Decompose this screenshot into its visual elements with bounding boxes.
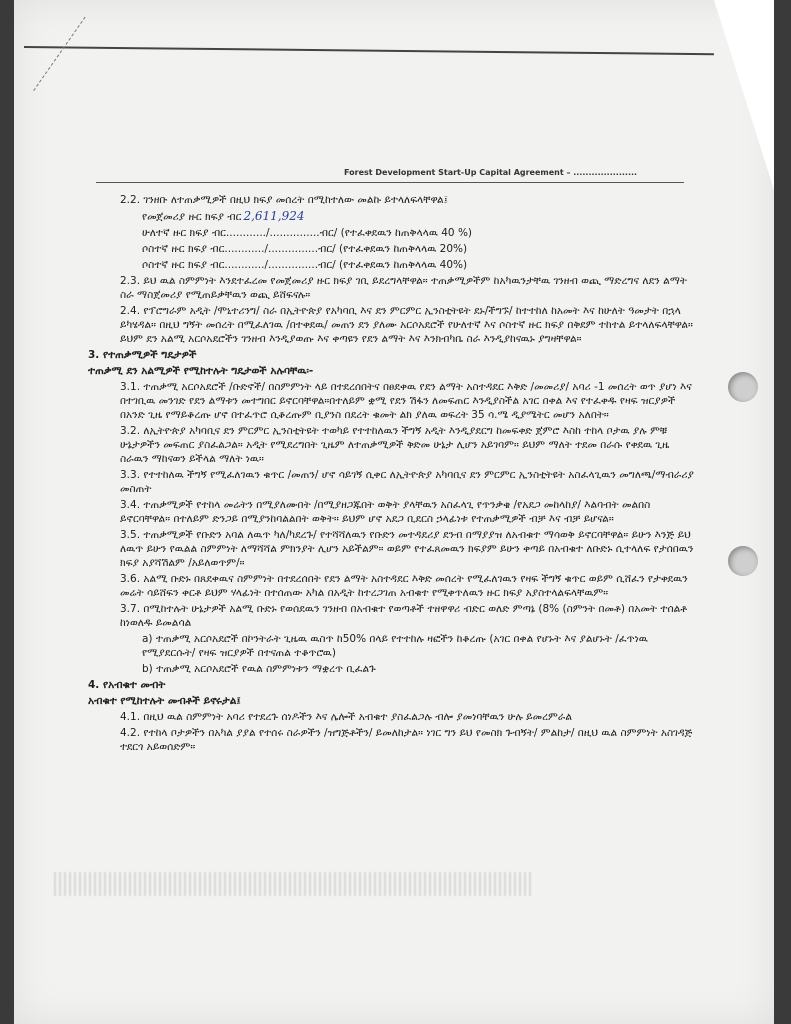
paragraph-number: 2.3. bbox=[120, 275, 141, 287]
paragraph-text: ለኢትዮጵያ አካባቢና ደን ምርምር ኢንስቲትዩት ተወካይ የተተከለዉን ችግኝ አዲት እንዲያደርግ ከመፍቀድ ጀምሮ እስከ ተከላ ቦታዉ ያሉ ምቹ ሁኔታዎችን መፍጠር ያስፈልጋል። አዲት የሚደረግበት ጊዜም ለተጠቃሚዎች ቅድመ ሁኔታ ሊሆን አይገባም። ይህም ማለት ተደመ በራሱ የቀደዉ ጊዜ ስራዉን ማከናወን ይችላል ማለት ነዉ። bbox=[120, 425, 670, 465]
paragraph-3-3 bbox=[120, 468, 698, 496]
paragraph-text: ይህ ዉል ስምምነት እንደተፈረመ የመጀመሪያ ዙር ክፍያ ገቢ ይደረግላቸዋል። ተጠቃሚዎችም ከአካዉንታቸዉ ገንዘብ ወጪ ማድረግና ለደን ልማት ስራ ማስጀመሪያ የሚጠይቃቸዉን ወጪ ይሸፍናሉ። bbox=[120, 275, 687, 301]
paragraph-number: 2.4. bbox=[120, 305, 141, 317]
paragraph-number: b) bbox=[142, 663, 153, 675]
section-title: የአብቁተ መብት bbox=[102, 679, 166, 691]
punch-hole-top bbox=[728, 372, 758, 402]
paragraph-3-1 bbox=[120, 380, 698, 422]
paragraph-text: የተከላ ቦታዎችን በአካል ያያል የተሰሩ ስራዎችን /ዝግጅቶችን/ ይመለከታል። ነገር ግን ይህ የመስክ ጉብኝት/ ምልከታ/ በዚህ ዉል ስምምነት አስገዳጅ ተደርጎ አይወሰድም። bbox=[120, 727, 693, 753]
document-body bbox=[88, 193, 698, 756]
paragraph-text: በዚህ ዉል ስምምነት አባሪ የተደረጉ ሰነዶችን እና ሌሎች አብቁተ ያስፈልጋሉ ብሎ ያመነባቸዉን ሁሉ ይመረምራል bbox=[143, 711, 573, 723]
paragraph-text: የተተከለዉ ችግኝ የሚፈለገዉን ቁጥር /መጠን/ ሆኖ ሳይገኝ ሲቀር ለኢትዮጵያ አካባቢና ደን ምርምር ኢንስቲትዩት አስፈላጊዉን መግለጫ/ማብራሪያ መስጠት bbox=[120, 469, 694, 495]
paragraph-number: 3.2. bbox=[120, 425, 141, 437]
section-4-intro bbox=[88, 694, 698, 708]
folded-corner bbox=[714, 0, 774, 190]
paragraph-text: ገንዘቡ ለተጠቃሚዎች በዚህ ክፍያ መሰረት በሚከተለው መልኩ ይተላለፍላቸዋል፤ bbox=[143, 194, 448, 206]
payment-round-3b bbox=[142, 258, 698, 272]
punch-hole-bottom bbox=[728, 546, 758, 576]
paragraph-3-6 bbox=[120, 572, 698, 600]
paragraph-text: ተጠቃሚዎች የቡድን አባል ለዉጥ ካለ/ካደረጉ/ የተሻሻለዉን የቡድን መተዳደሪያ ደንብ በማያያዝ ለአብቁተ ማሳወቅ ይኖርባቸዋል። ይሁን እንጅ ይህ ለዉጥ ይሁን የዉልል ስምምነት ለማሻሻል ምክንያት ሊሆን አይችልም። ወይም የተፈጸመዉን ክፍያም ይሁን ቀጣይ በአብቁተ ለቡድኑ ሲተላለፍ የታሰበዉን ክፍያ አያሻሽልም /አይለወጥም/። bbox=[120, 529, 694, 569]
paragraph-number: 4.2. bbox=[120, 727, 141, 739]
section-title: የተጠቃሚዎች ግዴታዎች bbox=[102, 349, 197, 361]
paragraph-text: የመጀመሪያ ዙር ክፍያ ብር bbox=[142, 211, 242, 223]
section-3-intro bbox=[88, 364, 698, 378]
paragraph-text: ተጠቃሚ አርሶአደሮች የዉል ስምምነቱን ማቋረጥ ቢፈልጉ bbox=[156, 663, 376, 675]
paragraph-text: ተጠቃሚ አርሶአደሮች /ቡድኖች/ በስምምነት ላይ በተደረሰበትና በፀደቀዉ የደን ልማት አስተዳደር እቅድ /መመሪያ/ አባሪ -1 መሰረት ወጥ ያሆነ እና በተገቢዉ መንገድ የደን ልማቱን መተግበር ይኖርባቸዋል።በተለይም ቋሚ የደን ሽፋን ለመፍጠር እንዲያስችል አገር በቀል እና የተፈቀዱ የዛፍ ዝርያዎች በአንድ ጊዜ የማይቆረጡ ሆኖ በተፈጥሮ ሲቆረጡም ቢያንስ በደረት ቁመት ልክ ያለዉ ወፍረት 35 ሳ.ሜ ዲያሜትር መሆን አለበት። bbox=[120, 381, 692, 421]
paragraph-3-2 bbox=[120, 424, 698, 466]
payment-round-2 bbox=[142, 226, 698, 240]
document-page bbox=[14, 0, 774, 1024]
section-4-heading bbox=[88, 678, 698, 692]
paragraph-number: 3.3. bbox=[120, 469, 141, 481]
paragraph-text: የፕሮግራም አዲት /ሞኒተሪንግ/ ስራ በኢትዮጵያ የአካባቢ እና ደን ምርምር ኢንስቲትዩት ደኑ/ችግኙ/ ከተተከለ ከአመት እና ከሁለት ዓመታት በኋላ ይካሄዳል። በዚህ ግኝት መሰረት በሚፈለገዉ /በተቀደዉ/ መጠን ደን ያለሙ አርሶአደሮች የሁለተኛ እና ሶስተኛ ዙር ክፍያ በቅደም ተከተል ይተላለፍላቸዋል። ይህም ደን አልሚ አርሶአደሮችን ገንዘብ እንዲያወጡ እና ቀጣዩን የደን ልማት እና እንክብካቤ ስራ እንዲያከናዉኑ ያግዛቸዋል። bbox=[120, 305, 693, 345]
paragraph-text: ተጠቃሚ አርሶአደሮች በኮንትራት ጊዜዉ ዉስጥ ከ50% በላይ የተተከሉ ዛፎችን ከቆረጡ (አገር በቀል የሆኑት እና ያልሆኑት /ፈጥነዉ የሚያደርሱት/ የዛፍ ዝርያዎች በተናጠል ተቆጥሮዉ) bbox=[142, 633, 648, 659]
paragraph-text: ሶስተኛ ዙር ክፍያ ብር............/...............ብር/ (የተፈቀደዉን ከጠቅላላዉ 40%) bbox=[142, 259, 468, 271]
paragraph-3-4 bbox=[120, 498, 698, 526]
paragraph-number: 3.1. bbox=[120, 381, 141, 393]
scan-scratch bbox=[33, 17, 86, 92]
paragraph-text: ሶስተኛ ዙር ክፍያ ብር............/...............ብር/ (የተፈቀደዉን ከጠቅላላዉ 20%) bbox=[142, 243, 468, 255]
paragraph-4-2 bbox=[120, 726, 698, 754]
paragraph-text: ተጠቃሚዎች የተከላ መሬትን በሚያለሙበት /በሚያዘጋጁበት ወቅት ያላቸዉን አስፈላጊ የጥንቃቄ /የአደጋ መከላከያ/ እልባብት መልበስ ይኖርባቸዋል። በተለይም ድንጋይ በሚያንከባልልበት ወቅት። ይህም ሆኖ አደጋ ቢደርስ ኃላፊነቱ የተጠቃሚዎች ብቻ እና ብቻ ይሆናል። bbox=[120, 499, 651, 525]
paragraph-text: ተጠቃሚ ደን አልሚዎች የሚከተሉት ግዴታወች አሉባቸዉ፡- bbox=[88, 365, 314, 377]
paragraph-4-1 bbox=[120, 710, 698, 724]
handwritten-amount: 2,611,924 bbox=[243, 209, 305, 223]
paragraph-3-5 bbox=[120, 528, 698, 570]
section-number: 4. bbox=[88, 679, 100, 691]
paragraph-2-4 bbox=[120, 304, 698, 346]
paragraph-text: አብቁተ የሚከተሉት መብቶች ይኖሩታል፤ bbox=[88, 695, 241, 707]
paragraph-number: 3.6. bbox=[120, 573, 141, 585]
payment-round-3a bbox=[142, 242, 698, 256]
section-number: 3. bbox=[88, 349, 100, 361]
paragraph-number: a) bbox=[142, 633, 153, 645]
paragraph-3-7-b bbox=[142, 662, 698, 676]
paragraph-3-7-a bbox=[142, 632, 698, 660]
paragraph-number: 2.2. bbox=[120, 194, 141, 206]
scan-noise-band bbox=[54, 872, 534, 896]
page-header-title: Forest Development Start-Up Capital Agreement – ..................... bbox=[344, 168, 638, 177]
paragraph-number: 3.5. bbox=[120, 529, 141, 541]
header-rule bbox=[96, 182, 684, 183]
paragraph-number: 3.7. bbox=[120, 603, 141, 615]
paragraph-text: አልሚ ቡድኑ በጸደቀዉና ስምምነት በተደረሰበት የደን ልማት አስተዳደር እቅድ መሰረት የሚፈለገዉን የዛፍ ችግኝ ቁጥር ወይም ሲሸፈን የታቀደዉን መሬት ሳይሸፍን ቀርቶ ይህም ሃላፊነት በተሰጠው አካል በአዲት ከተረጋገጠ አብቁተ የሚቀጥለዉን ዙር ክፍያ አያስተላልፍላቸዉም። bbox=[120, 573, 688, 599]
paragraph-number: 4.1. bbox=[120, 711, 141, 723]
paragraph-number: 3.4. bbox=[120, 499, 141, 511]
top-border-line bbox=[24, 46, 714, 55]
section-3-heading bbox=[88, 348, 698, 362]
paragraph-text: ሁለተኛ ዙር ክፍያ ብር............/...............ብር/ (የተፈቀደዉን ከጠቅላላዉ 40 %) bbox=[142, 227, 473, 239]
paragraph-text: በሚከተሉት ሁኔታዎች አልሚ ቡድኑ የወሰደዉን ገንዘብ በአብቁተ የወጣቶች ተዘዋዋሪ ብድር ወለድ ምጣኔ (8% (ስምንት በመቶ) በአመት ተሰልቶ ከነወለዱ ይመልሳል bbox=[120, 603, 688, 629]
payment-round-1 bbox=[142, 209, 698, 224]
paragraph-2-2 bbox=[120, 193, 698, 207]
paragraph-3-7 bbox=[120, 602, 698, 630]
paragraph-2-3 bbox=[120, 274, 698, 302]
